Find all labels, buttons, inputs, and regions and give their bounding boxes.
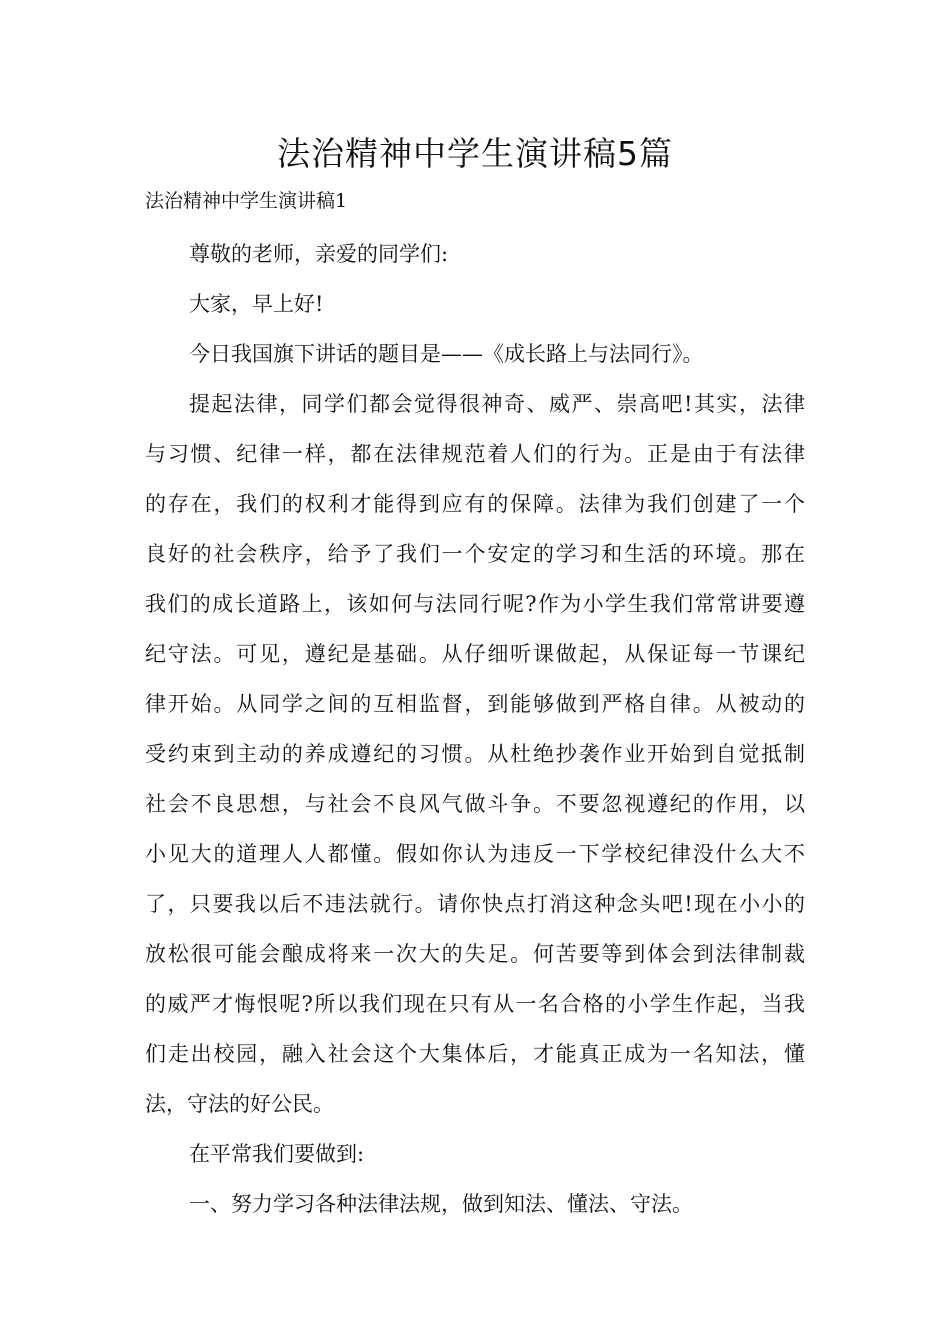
main-paragraph-line: 社会不良思想，与社会不良风气做斗争。不要忽视遵纪的作用，以	[145, 792, 805, 816]
document-body	[145, 229, 805, 1229]
main-paragraph-line: 们走出校园，融入社会这个大集体后，才能真正成为一名知法，懂	[145, 1042, 805, 1066]
main-paragraph-line: 提起法律，同学们都会觉得很神奇、威严、崇高吧!其实，法律	[189, 392, 805, 416]
section-subtitle: 法治精神中学生演讲稿1	[145, 190, 348, 212]
main-paragraph-line: 律开始。从同学之间的互相监督，到能够做到严格自律。从被动的	[145, 692, 805, 716]
main-paragraph-line: 纪守法。可见，遵纪是基础。从仔细听课做起，从保证每一节课纪	[145, 642, 805, 666]
main-paragraph-line: 与习惯、纪律一样，都在法律规范着人们的行为。正是由于有法律	[145, 442, 805, 466]
main-paragraph-line: 小见大的道理人人都懂。假如你认为违反一下学校纪律没什么大不	[145, 842, 805, 866]
greeting-paragraph: 尊敬的老师，亲爱的同学们:	[189, 242, 449, 266]
main-paragraph	[145, 379, 805, 1129]
main-paragraph-line: 受约束到主动的养成遵纪的习惯。从杜绝抄袭作业开始到自觉抵制	[145, 742, 805, 766]
salutation-paragraph: 大家，早上好!	[189, 292, 324, 316]
main-paragraph-line: 我们的成长道路上，该如何与法同行呢?作为小学生我们常常讲要遵	[145, 592, 805, 616]
main-paragraph-line: 的威严才悔恨呢?所以我们现在只有从一名合格的小学生作起，当我	[145, 992, 805, 1016]
topic-paragraph: 今日我国旗下讲话的题目是——《成长路上与法同行》。	[189, 342, 704, 366]
main-paragraph-line: 了，只要我以后不违法就行。请你快点打消这种念头吧!现在小小的	[145, 892, 805, 916]
main-paragraph-line: 良好的社会秩序，给予了我们一个安定的学习和生活的环境。那在	[145, 542, 805, 566]
document-title: 法治精神中学生演讲稿5篇	[277, 134, 673, 173]
main-paragraph-last-line: 法，守法的好公民。	[145, 1092, 334, 1116]
main-paragraph-line: 的存在，我们的权利才能得到应有的保障。法律为我们创建了一个	[145, 492, 805, 516]
main-paragraph-line: 放松很可能会酿成将来一次大的失足。何苦要等到体会到法律制裁	[145, 942, 805, 966]
daily-intro-paragraph: 在平常我们要做到:	[189, 1142, 365, 1166]
point-one-paragraph: 一、努力学习各种法律法规，做到知法、懂法、守法。	[189, 1192, 693, 1216]
